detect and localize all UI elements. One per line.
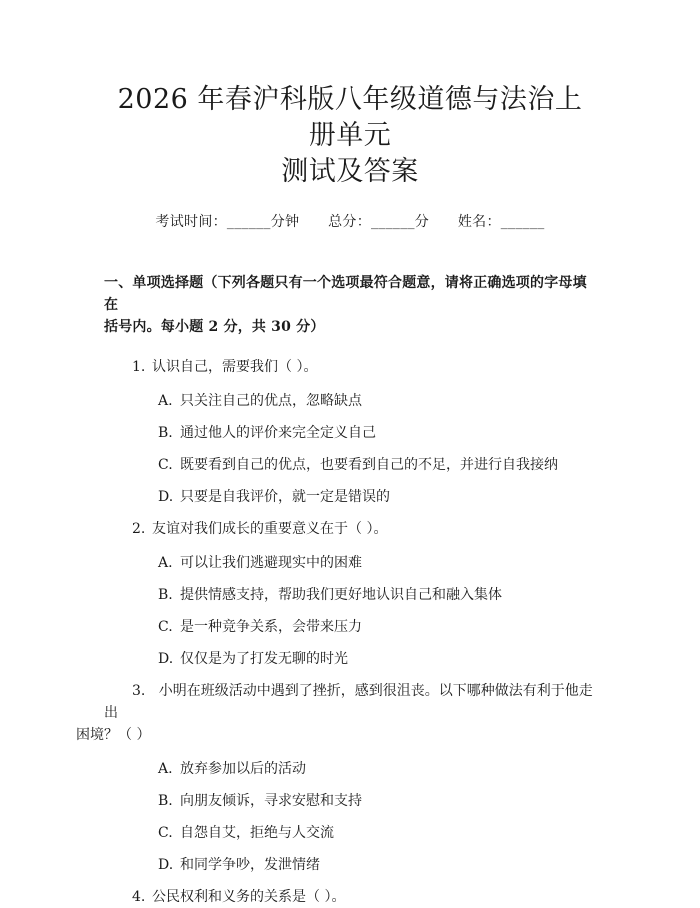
option-text: 既要看到自己的优点，也要看到自己的不足，并进行自我接纳 [180,457,558,473]
question-number: 1. [132,359,146,375]
option-label: A. [158,555,173,571]
option-text: 仅仅是为了打发无聊的时光 [180,651,348,667]
student-name: 姓名：______ [457,214,545,230]
question-text: 友谊对我们成长的重要意义在于（ ）。 [152,521,388,537]
exam-meta [104,212,596,232]
exam-total-score: 总分：______分 [328,214,430,230]
option-b[interactable] [104,790,596,812]
option-a[interactable] [104,390,596,412]
option-label: D. [158,857,174,873]
option-d[interactable] [104,486,596,508]
option-label: A. [158,393,173,409]
exam-time: 考试时间：______分钟 [155,214,300,230]
option-text: 向朋友倾诉，寻求安慰和支持 [180,793,362,809]
option-label: B. [158,425,173,441]
section-heading-single-choice [104,272,596,338]
option-a[interactable] [104,758,596,780]
option-text: 通过他人的评价来完全定义自己 [180,425,376,441]
option-label: B. [158,793,173,809]
question-2 [104,518,596,540]
question-text-line-1: 小明在班级活动中遇到了挫折，感到很沮丧。以下哪种做法有利于他走出 [104,683,593,721]
question-text: 公民权利和义务的关系是（ ）。 [152,889,346,905]
question-number: 3. [132,683,146,699]
section-heading-line-1: 一、单项选择题（下列各题只有一个选项最符合题意，请将正确选项的字母填在 [104,275,587,313]
option-text: 只要是自我评价，就一定是错误的 [180,489,390,505]
option-c[interactable] [104,454,596,476]
option-label: D. [158,489,174,505]
option-label: C. [158,619,173,635]
question-1 [104,356,596,378]
title-line-2: 测试及答案 [281,156,419,187]
option-label: D. [158,651,174,667]
section-heading-line-2: 括号内。每小题 2 分，共 30 分） [104,319,325,335]
option-b[interactable] [104,584,596,606]
question-text: 认识自己，需要我们（ ）。 [152,359,318,375]
option-text: 和同学争吵，发泄情绪 [180,857,320,873]
option-text: 提供情感支持，帮助我们更好地认识自己和融入集体 [180,587,502,603]
option-label: A. [158,761,173,777]
option-a[interactable] [104,552,596,574]
option-d[interactable] [104,854,596,876]
option-label: C. [158,457,173,473]
option-text: 可以让我们逃避现实中的困难 [180,555,362,571]
option-c[interactable] [104,616,596,638]
option-text: 是一种竞争关系，会带来压力 [180,619,362,635]
option-text: 自怨自艾，拒绝与人交流 [180,825,334,841]
page-title [104,82,596,190]
option-text: 放弃参加以后的活动 [180,761,306,777]
question-3 [76,680,596,746]
option-label: C. [158,825,173,841]
option-c[interactable] [104,822,596,844]
question-1-options [104,390,596,508]
option-d[interactable] [104,648,596,670]
question-2-options [104,552,596,670]
question-number: 4. [132,889,146,905]
option-label: B. [158,587,173,603]
question-text-line-2: 困境？（ ） [76,727,151,743]
title-line-1: 2026 年春沪科版八年级道德与法治上册单元 [117,84,583,151]
option-text: 只关注自己的优点，忽略缺点 [180,393,362,409]
question-list [76,356,596,908]
option-b[interactable] [104,422,596,444]
question-3-options [104,758,596,876]
question-number: 2. [132,521,146,537]
